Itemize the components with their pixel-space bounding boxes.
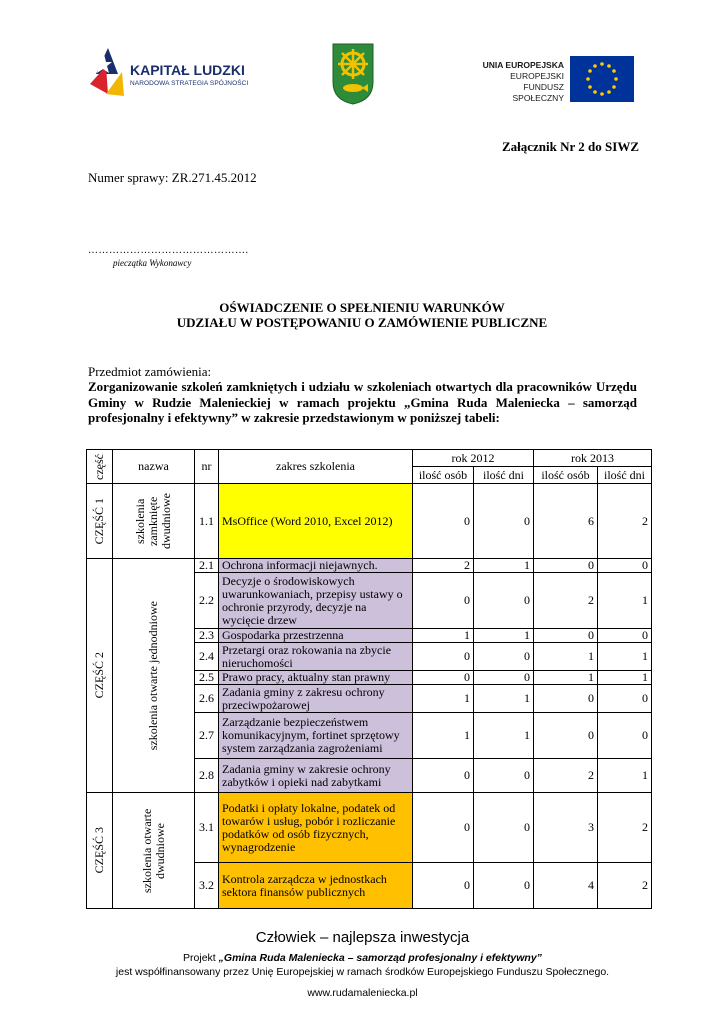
row-persons-2013: 0: [534, 713, 598, 759]
part-2-name: szkolenia otwarte jednodniowe: [113, 559, 195, 793]
row-days-2013: 1: [598, 759, 652, 793]
kapital-ludzki-emblem: [88, 44, 128, 100]
part-2-label: CZĘŚĆ 2: [87, 559, 113, 793]
row-nr: 3.2: [195, 863, 219, 909]
footer-motto: Człowiek – najlepsza inwestycja: [255, 929, 470, 946]
stamp-label: pieczątka Wykonawcy: [113, 258, 192, 268]
row-persons-2013: 3: [534, 793, 598, 863]
footer-project-name: „Gmina Ruda Maleniecka – samorząd profesjonalny i efektywny”: [218, 952, 542, 964]
row-nr: 2.4: [195, 643, 219, 671]
row-persons-2012: 0: [413, 573, 474, 629]
row-persons-2012: 0: [413, 863, 474, 909]
kapital-ludzki-subtitle: NARODOWA STRATEGIA SPÓJNOŚCI: [130, 80, 249, 87]
row-days-2013: 0: [598, 559, 652, 573]
row-days-2013: 1: [598, 671, 652, 685]
row-scope: Prawo pracy, aktualny stan prawny: [219, 671, 413, 685]
header-days-2012: ilość dni: [474, 467, 534, 484]
header-name: nazwa: [113, 450, 195, 484]
table-row: [87, 793, 652, 863]
row-persons-2013: 0: [534, 629, 598, 643]
row-persons-2013: 1: [534, 643, 598, 671]
row-persons-2013: 2: [534, 573, 598, 629]
eu-logo-line2: EUROPEJSKI: [510, 71, 564, 81]
row-scope: Kontrola zarządcza w jednostkach sektora finansów publicznych: [219, 863, 413, 909]
row-persons-2013: 2: [534, 759, 598, 793]
row-days-2013: 0: [598, 629, 652, 643]
eu-flag-icon: [570, 56, 634, 102]
row-persons-2013: 4: [534, 863, 598, 909]
document-title: [88, 300, 636, 330]
row-scope: Przetargi oraz rokowania na zbycie nieruchomości: [219, 643, 413, 671]
table-row: [87, 559, 652, 573]
part-1-label: CZĘŚĆ 1: [87, 484, 113, 559]
subject-label: Przedmiot zamówienia:: [88, 364, 212, 379]
row-nr: 3.1: [195, 793, 219, 863]
row-days-2012: 1: [474, 685, 534, 713]
row-persons-2013: 0: [534, 685, 598, 713]
part-1-name: szkolenia zamknięte dwudniowe: [113, 484, 195, 559]
footer-website: www.rudamaleniecka.pl: [307, 987, 418, 999]
row-scope: Zadania gminy z zakresu ochrony przeciwpożarowej: [219, 685, 413, 713]
row-persons-2013: 1: [534, 671, 598, 685]
row-scope: MsOffice (Word 2010, Excel 2012): [219, 484, 413, 559]
row-days-2013: 0: [598, 685, 652, 713]
table-row: [87, 484, 652, 559]
row-days-2013: 2: [598, 484, 652, 559]
row-scope: Gospodarka przestrzenna: [219, 629, 413, 643]
row-days-2012: 0: [474, 573, 534, 629]
row-scope: Zarządzanie bezpieczeństwem komunikacyjnym, fortinet sprzętowy system zarządzania zagrożeniami: [219, 713, 413, 759]
row-persons-2012: 0: [413, 793, 474, 863]
training-table: [86, 449, 652, 909]
eu-logo-line3: FUNDUSZ SPOŁECZNY: [512, 82, 564, 103]
row-days-2012: 0: [474, 793, 534, 863]
header-year-2012: rok 2012: [413, 450, 534, 467]
stamp-dotted-line: ……………………………………….: [88, 245, 249, 256]
row-nr: 2.2: [195, 573, 219, 629]
row-days-2013: 2: [598, 793, 652, 863]
row-days-2012: 0: [474, 671, 534, 685]
row-persons-2012: 1: [413, 629, 474, 643]
footer-project-prefix: Projekt: [183, 952, 219, 964]
row-days-2013: 1: [598, 643, 652, 671]
row-days-2013: 1: [598, 573, 652, 629]
row-days-2013: 0: [598, 713, 652, 759]
row-persons-2012: 1: [413, 685, 474, 713]
row-persons-2013: 6: [534, 484, 598, 559]
row-persons-2012: 0: [413, 484, 474, 559]
row-nr: 1.1: [195, 484, 219, 559]
row-nr: 2.7: [195, 713, 219, 759]
row-nr: 2.3: [195, 629, 219, 643]
row-scope: Podatki i opłaty lokalne, podatek od towarów i usług, pobór i rozliczanie podatków od osób fizycznych, wynagrodzenie: [219, 793, 413, 863]
header-scope: zakres szkolenia: [219, 450, 413, 484]
row-days-2012: 1: [474, 559, 534, 573]
municipality-crest: [331, 42, 375, 106]
row-days-2012: 0: [474, 484, 534, 559]
header-year-2013: rok 2013: [534, 450, 652, 467]
eu-logo: [470, 50, 640, 112]
title-line-1: OŚWIADCZENIE O SPEŁNIENIU WARUNKÓW: [219, 300, 505, 315]
row-persons-2013: 0: [534, 559, 598, 573]
part-3-name: szkolenia otwarte dwudniowe: [113, 793, 195, 909]
header-part: część: [87, 450, 113, 484]
row-scope: Decyzje o środowiskowych uwarunkowaniach, przepisy ustawy o ochronie przyrody, decyzje na wycięcie drzew: [219, 573, 413, 629]
row-persons-2012: 0: [413, 643, 474, 671]
row-persons-2012: 2: [413, 559, 474, 573]
row-days-2012: 1: [474, 713, 534, 759]
row-days-2012: 1: [474, 629, 534, 643]
title-line-2: UDZIAŁU W POSTĘPOWANIU O ZAMÓWIENIE PUBLICZNE: [176, 315, 548, 330]
subject-text: Zorganizowanie szkoleń zamkniętych i udziału w szkoleniach otwartych dla pracowników Urzędu Gminy w Rudzie Malenieckiej w ramach projektu „Gmina Ruda Maleniecka – samorząd profesjonalny i efektywny” w zakresie przedstawionym w poniższej tabeli:: [88, 379, 637, 425]
row-days-2012: 0: [474, 863, 534, 909]
attachment-label: Załącznik Nr 2 do SIWZ: [501, 139, 639, 154]
row-nr: 2.8: [195, 759, 219, 793]
header-persons-2012: ilość osób: [413, 467, 474, 484]
row-nr: 2.1: [195, 559, 219, 573]
row-nr: 2.6: [195, 685, 219, 713]
footer-project-line: [0, 952, 725, 964]
row-nr: 2.5: [195, 671, 219, 685]
case-number: Numer sprawy: ZR.271.45.2012: [88, 170, 257, 185]
header-days-2013: ilość dni: [598, 467, 652, 484]
row-days-2012: 0: [474, 759, 534, 793]
part-3-label: CZĘŚĆ 3: [87, 793, 113, 909]
row-days-2012: 0: [474, 643, 534, 671]
row-days-2013: 2: [598, 863, 652, 909]
kapital-ludzki-title: KAPITAŁ LUDZKI: [130, 62, 245, 78]
header-persons-2013: ilość osób: [534, 467, 598, 484]
row-persons-2012: 1: [413, 713, 474, 759]
kapital-ludzki-logo: [88, 44, 263, 100]
row-scope: Ochrona informacji niejawnych.: [219, 559, 413, 573]
footer-funding-line: jest współfinansowany przez Unię Europejskiej w ramach środków Europejskiego Funduszu Społecznego.: [115, 966, 610, 978]
row-persons-2012: 0: [413, 671, 474, 685]
header-nr: nr: [195, 450, 219, 484]
row-scope: Zadania gminy w zakresie ochrony zabytków i opieki nad zabytkami: [219, 759, 413, 793]
row-persons-2012: 0: [413, 759, 474, 793]
eu-logo-line1: UNIA EUROPEJSKA: [482, 60, 564, 70]
